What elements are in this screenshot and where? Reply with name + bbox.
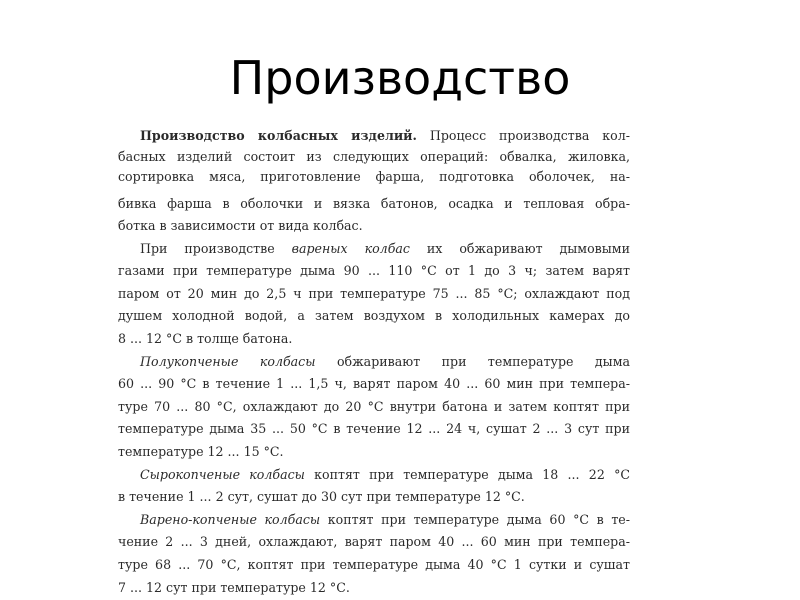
text-line: [118, 441, 630, 464]
line-text: басных изделий состоит из следующих операций: обвалка, жиловка,: [118, 148, 630, 164]
line-text: душем холодной водой, а затем воздухом в холодильных камерах до: [118, 308, 630, 324]
scanned-text-block: [118, 126, 630, 599]
text-line: [118, 193, 630, 216]
line-text: При производстве: [140, 240, 292, 256]
text-line: [118, 418, 630, 441]
line-text: туре 68 ... 70 °С, коптят при температуре дыма 40 °С 1 сутки и сушат: [118, 557, 630, 572]
text-line: [118, 554, 630, 577]
line-text: туре 70 ... 80 °С, охлаждают до 20 °С внутри батона и затем коптят при: [118, 398, 630, 414]
italic-term: Сырокопченые колбасы: [140, 466, 305, 482]
text-line: [118, 531, 630, 554]
line-text: Процесс производства кол-: [416, 128, 630, 143]
text-line: [118, 126, 630, 147]
italic-term: вареных колбас: [291, 240, 410, 256]
line-text: 60 ... 90 °С в течение 1 ... 1,5 ч, варят паром 40 ... 60 мин при темпера-: [118, 376, 630, 392]
text-line: [118, 283, 630, 306]
italic-term: Полукопченые колбасы: [140, 353, 316, 369]
text-line: [118, 396, 630, 419]
text-line: [118, 260, 630, 283]
line-text: чение 2 ... 3 дней, охлаждают, варят паром 40 ... 60 мин при темпера-: [118, 534, 630, 550]
text-line: [118, 464, 630, 487]
text-line: [118, 238, 630, 261]
line-text: коптят при температуре дыма 18 ... 22 °С: [304, 466, 630, 482]
italic-term: Варено-копченые колбасы: [140, 511, 321, 527]
line-text: коптят при температуре дыма 60 °С в те-: [320, 511, 630, 527]
text-line: [118, 147, 630, 168]
text-line: [118, 215, 630, 238]
text-line: [118, 351, 630, 374]
line-text: температуре 12 ... 15 °С.: [118, 444, 284, 460]
line-text: обжаривают при температуре дыма: [315, 353, 630, 369]
line-text: газами при температуре дыма 90 ... 110 °С от 1 до 3 ч; затем варят: [118, 263, 630, 279]
text-line: [118, 486, 630, 509]
line-text: температуре дыма 35 ... 50 °С в течение 12 ... 24 ч, сушат 2 ... 3 сут при: [118, 421, 630, 437]
text-line: [118, 167, 630, 188]
line-text: в течение 1 ... 2 сут, сушат до 30 сут при температуре 12 °С.: [118, 489, 525, 505]
line-text: паром от 20 мин до 2,5 ч при температуре 75 ... 85 °С; охлаждают под: [118, 285, 630, 301]
line-text: 8 ... 12 °С в толще батона.: [118, 331, 293, 347]
line-text: 7 ... 12 сут при температуре 12 °С.: [118, 579, 350, 595]
text-line: [118, 577, 630, 600]
line-text: сортировка мяса, приготовление фарша, подготовка оболочек, на-: [118, 169, 630, 184]
line-text: их обжаривают дымовыми: [409, 240, 630, 256]
line-text: бивка фарша в оболочки и вязка батонов, осадка и тепловая обра-: [118, 195, 630, 211]
line-text: ботка в зависимости от вида колбас.: [118, 218, 363, 234]
slide-title: Производство: [229, 51, 571, 105]
text-line: [118, 305, 630, 328]
text-line: [118, 373, 630, 396]
text-line: [118, 328, 630, 351]
text-line: [118, 509, 630, 532]
section-heading: Производство колбасных изделий.: [140, 128, 417, 143]
